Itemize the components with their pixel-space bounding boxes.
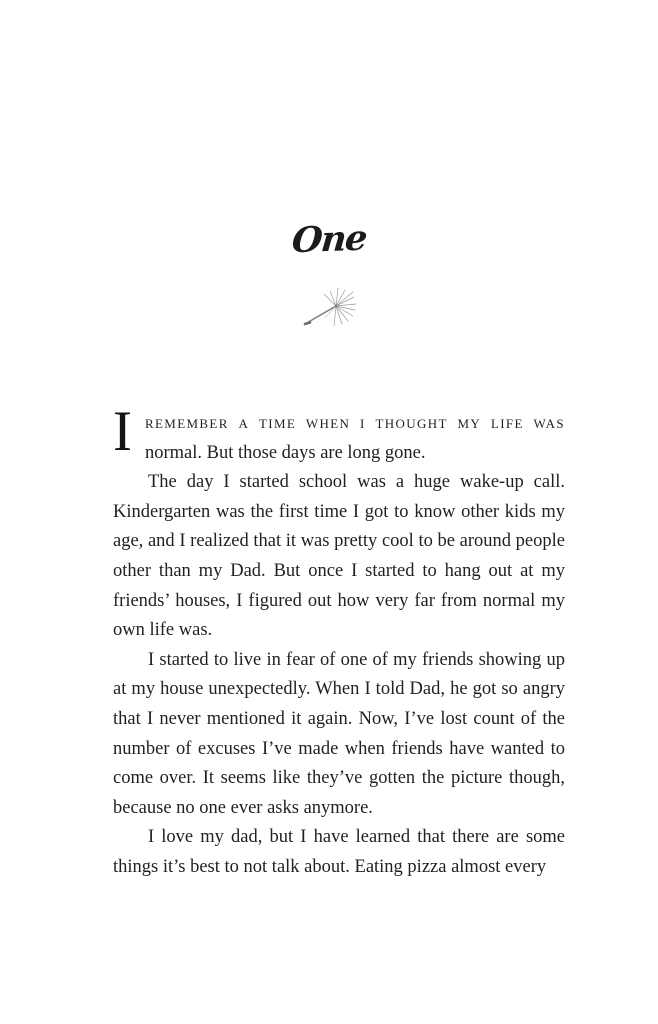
chapter-ornament [0, 286, 658, 332]
seed-center-dot [335, 305, 337, 307]
paragraph-4: I love my dad, but I have learned that there are some things it’s best to not talk about. Eating pizza almost every [113, 827, 565, 877]
chapter-heading [0, 218, 658, 262]
paragraph-2: The day I started school was a huge wake-up call. Kindergarten was the first time I got to know other kids my age, and I realized that it was pretty cool to be around people other than my Dad. But once I started to hang out at my friends’ houses, I figured out how very far from normal my own life was. [113, 472, 565, 641]
paragraph-1 [113, 400, 565, 468]
chapter-title: One [290, 217, 368, 262]
paragraph-1-text: normal. But those days are long gone. [144, 442, 426, 463]
drop-cap: I [113, 400, 132, 463]
body-text-column [113, 400, 565, 883]
dandelion-seed-icon [300, 288, 358, 330]
opening-small-caps: remember a time when i thought my life was [144, 412, 565, 433]
paragraph-3: I started to live in fear of one of my friends showing up at my house unexpectedly. When I told Dad, he got so angry that I never mentioned it again. Now, I’ve lost count of the number of excuses I’ve made when friends have wanted to come over. It seems like they’ve gotten the picture though, because no one ever asks anymore. [113, 649, 565, 818]
